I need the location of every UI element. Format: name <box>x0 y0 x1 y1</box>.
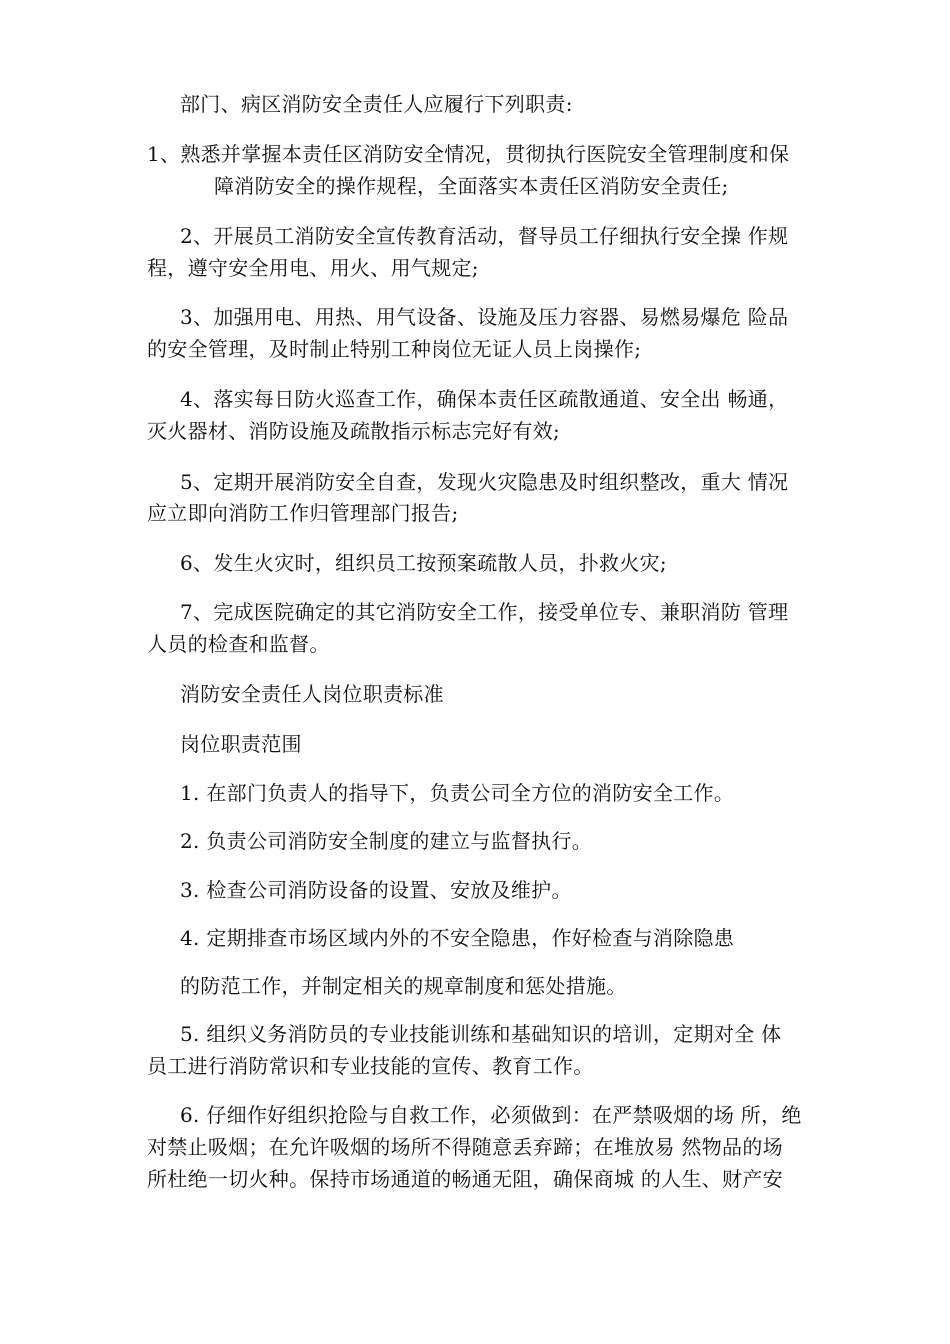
duty-5-line-2: 员工进行消防常识和专业技能的宣传、教育工作。 <box>147 1054 594 1078</box>
item-7-line-2: 人员的检查和监督。 <box>147 632 330 656</box>
item-3-line-1: 3、加强用电、用热、用气设备、设施及压力容器、易燃易爆危 险品 <box>180 305 789 329</box>
duty-4-line-2: 的防范工作，并制定相关的规章制度和惩处措施。 <box>180 974 627 998</box>
duty-4-line-1: 4. 定期排查市场区域内外的不安全隐患，作好检查与消除隐患 <box>180 926 735 950</box>
subsection-heading: 岗位职责范围 <box>180 732 302 756</box>
item-2-line-2: 程，遵守安全用电、用火、用气规定; <box>147 256 479 280</box>
item-5-line-2: 应立即向消防工作归管理部门报告; <box>147 501 459 525</box>
item-4-line-2: 灭火器材、消防设施及疏散指示标志完好有效; <box>147 419 561 443</box>
item-5-line-1: 5、定期开展消防安全自查，发现火灾隐患及时组织整改，重大 情况 <box>180 470 789 494</box>
duty-2: 2. 负责公司消防安全制度的建立与监督执行。 <box>180 829 593 853</box>
item-7-line-1: 7、完成医院确定的其它消防安全工作，接受单位专、兼职消防 管理 <box>180 600 789 624</box>
item-3-line-2: 的安全管理，及时制止特别工种岗位无证人员上岗操作; <box>147 337 642 361</box>
duty-6-line-3: 所杜绝一切火种。保持市场通道的畅通无阻，确保商城 的人生、财产安 <box>147 1167 783 1191</box>
item-2-line-1: 2、开展员工消防安全宣传教育活动，督导员工仔细执行安全操 作规 <box>180 224 789 248</box>
item-6-line-1: 6、发生火灾时，组织员工按预案疏散人员，扑救火灾; <box>180 551 667 575</box>
item-1-line-1: 1、熟悉并掌握本责任区消防安全情况，贯彻执行医院安全管理制度和保 <box>147 142 790 166</box>
intro-text: 部门、病区消防安全责任人应履行下列职责: <box>180 92 573 116</box>
section-heading: 消防安全责任人岗位职责标准 <box>180 682 444 706</box>
item-1-line-2: 障消防安全的操作规程，全面落实本责任区消防安全责任; <box>214 174 729 198</box>
duty-6-line-2: 对禁止吸烟；在允许吸烟的场所不得随意丢弃蹄；在堆放易 然物品的场 <box>147 1135 783 1159</box>
duty-1: 1. 在部门负责人的指导下，负责公司全方位的消防安全工作。 <box>180 781 735 805</box>
item-4-line-1: 4、落实每日防火巡查工作，确保本责任区疏散通道、安全出 畅通， <box>180 387 789 411</box>
duty-6-line-1: 6. 仔细作好组织抢险与自救工作，必须做到：在严禁吸烟的场 所，绝 <box>180 1103 802 1127</box>
duty-3: 3. 检查公司消防设备的设置、安放及维护。 <box>180 878 572 902</box>
duty-5-line-1: 5. 组织义务消防员的专业技能训练和基础知识的培训，定期对全 体 <box>180 1022 782 1046</box>
